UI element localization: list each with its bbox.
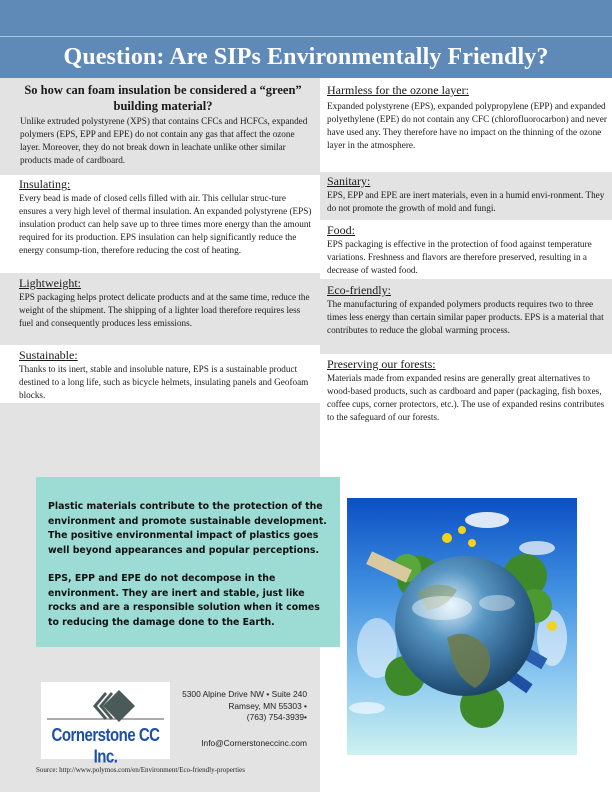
callout-paragraph-2: EPS, EPP and EPE do not decompose in the environment. They are inert and stable, just like rocks and are a responsible solution when it comes to reducing the damage done to the Earth. [48,573,320,628]
section-body: Expanded polystyrene (EPS), expanded polypropylene (EPP) and expanded polyethylene (EPE) do not contain any CFC (chlorofluorocarbon) and never have used any. They therefore have no impact on the thinning of the ozone layer in the atmosphere. [327,101,607,150]
section-heading: Sustainable: [19,348,78,362]
intro-body: Unlike extruded polystyrene (XPS) that contains CFCs and HCFCs, expanded polymers (EPS, EPP and EPE) do not contain any gas that affect the ozone layer. Moreover, they do not break down in leachate unlike other similar products made of cardboard. [20,116,308,165]
section-heading: Food: [327,223,356,237]
address-line-2: Ramsey, MN 55303 • [228,700,307,711]
section-sanitary [327,174,607,215]
section-heading: Preserving our forests: [327,357,436,371]
section-eco-friendly [327,283,607,337]
section-food [327,223,607,277]
section-lightweight [19,276,315,330]
company-logo [41,682,170,768]
section-body: EPS, EPP and EPE are inert materials, even in a humid envi-ronment. They do not promote the growth of mold and fungi. [327,190,605,213]
section-heading: Insulating: [19,177,71,191]
logo-wordmark: Cornerstone CC Inc. [51,724,160,768]
section-ozone [327,83,607,152]
section-body: The manufacturing of expanded polymers products requires two to three times less energy than certain similar paper products. EPS is a material that contributes to reduce the global warming process. [327,299,604,335]
section-body: EPS packaging helps protect delicate products and at the same time, reduce the weight of the shipment. The shipping of a lighter load therefore requires less fuel and consequently produces less emissions. [19,292,310,328]
earth-globe-image [347,498,577,755]
email-link[interactable]: Info@Cornerstoneccinc.com [201,738,307,748]
earth-globe-illustration-icon [347,498,577,755]
intro-question: So how can foam insulation be considered a “green” building material? [24,83,302,113]
page-title: Question: Are SIPs Environmentally Friendly? [63,44,549,70]
company-address [170,689,307,724]
section-sustainable [19,348,315,402]
section-heading: Harmless for the ozone layer: [327,83,469,97]
section-body: Materials made from expanded resins are generally great alternatives to wood-based products, such as cardboard and paper (packaging, fish boxes, coffee cups, corner protectors, etc.). The use of expanded resins contributes to the safeguard of our forests. [327,373,605,422]
section-body: EPS packaging is effective in the protection of food against temperature variations. Freshness and flavors are therefore preserved, resulting in a decrease of wasted food. [327,239,592,275]
callout-paragraph-1: Plastic materials contribute to the protection of the environment and promote sustainable development. The positive environmental impact of plastics goes well beyond appearances and popular perceptions. [48,501,327,556]
header-divider [0,36,612,37]
callout-box [36,477,340,647]
section-heading: Eco-friendly: [327,283,391,297]
section-forests [327,357,607,424]
cornerstone-logo-mark-icon [41,682,170,730]
section-body: Every bead is made of closed cells filled with air. This cellular struc-ture ensures a very high level of thermal insulation. An expanded polystyrene (EPS) insulation product can help save up to three times more energy than the amount required for its production. EPS insulation can help significantly reduce the energy consump-tion, therefore reducing the cost of heating. [19,193,312,255]
section-body: Thanks to its inert, stable and insoluble nature, EPS is a sustainable product destined to a long life, such as bicycle helmets, insulating panels and Geofoam blocks. [19,364,309,400]
section-insulating [19,177,315,257]
phone-number: (763) 754-3939• [246,712,307,722]
section-heading: Sanitary: [327,174,371,188]
section-heading: Lightweight: [19,276,81,290]
address-line-1: 5300 Alpine Drive NW • Suite 240 [182,689,307,699]
intro-section [12,82,314,167]
source-citation: Source: http://www.polymos.com/en/Environment/Eco-friendly-properties [36,766,245,774]
header-banner [0,0,612,78]
